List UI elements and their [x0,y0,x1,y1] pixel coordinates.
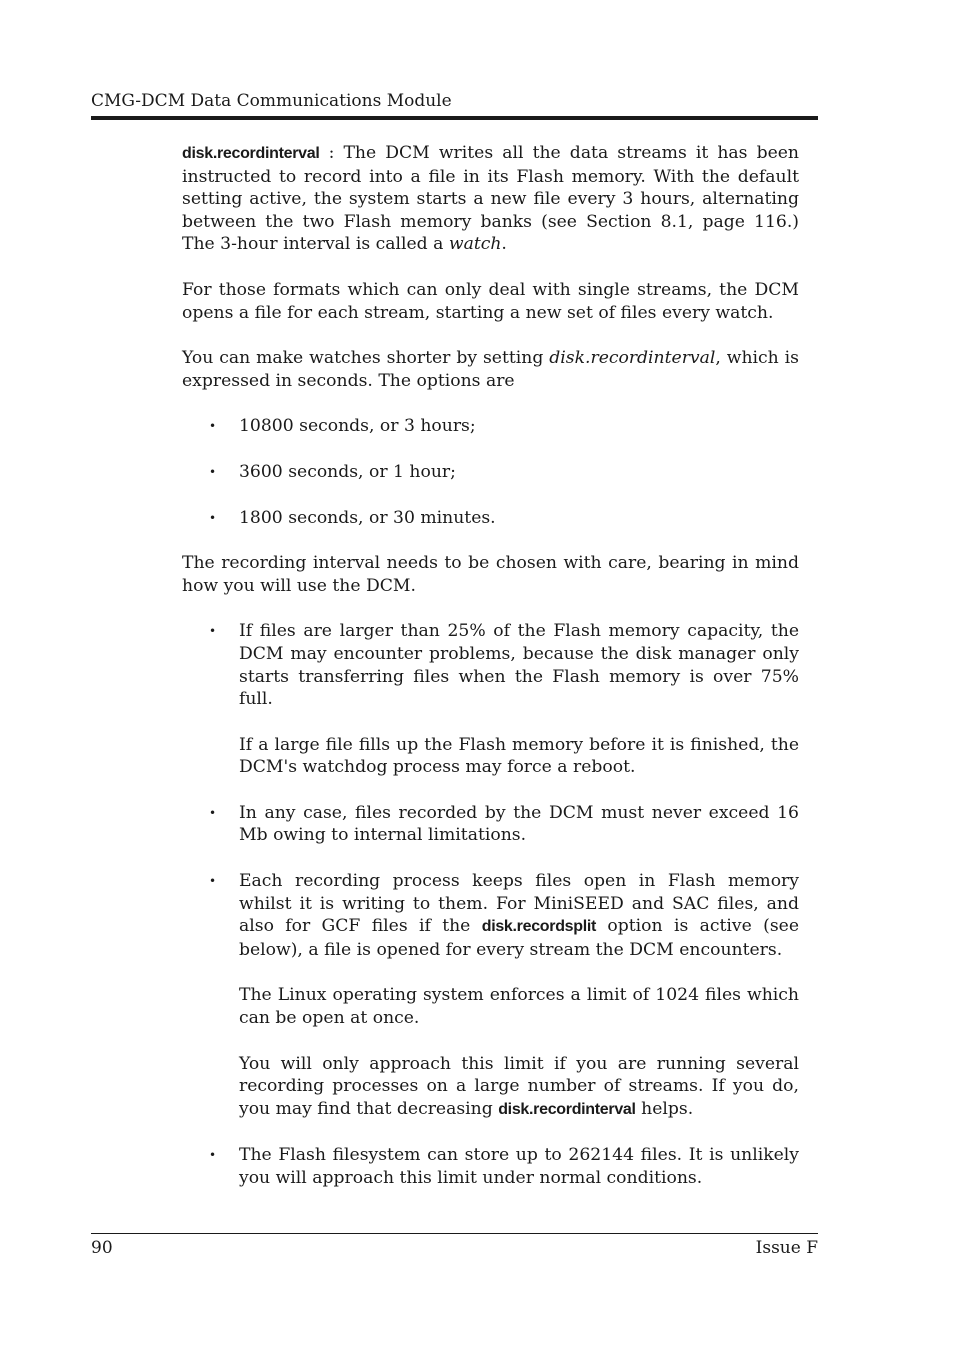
note-text-b: helps. [635,1098,694,1119]
notes-list [182,620,799,1189]
bullet: • [209,419,217,434]
intro-paragraph [182,142,799,256]
option-text: 3600 seconds, or 1 hour; [239,461,456,482]
intro-text-a: : The DCM writes all the data streams it has been instructed to record into a file in its Flash memory. With the default setting active, the system starts a new file every 3 hours, alternating between the two Flash memory banks (see Section 8.1, page 116.) The 3-hour interval is called a [182,143,799,255]
note-text-a: Each recording process keeps files open in Flash memory whilst it is writing to them. For MiniSEED and SAC files, and also for GCF files if the [239,871,799,937]
bullet: • [209,624,217,639]
note-text [239,870,799,961]
note-text: In any case, files recorded by the DCM must never exceed 16 Mb owing to internal limitations. [239,802,799,846]
note-text: If a large file fills up the Flash memory before it is finished, the DCM's watchdog process may force a reboot. [239,734,799,778]
note-text: If files are larger than 25% of the Flash memory capacity, the DCM may encounter problems, because the disk manager only starts transferring files when the Flash memory is over 75% full. [239,621,799,710]
bullet: • [209,805,217,820]
bullet: • [209,510,217,525]
term-disk-recordsplit: disk.recordsplit [481,918,597,936]
interval-options-list [182,415,799,529]
term-disk-recordinterval: disk.recordinterval [182,145,320,162]
intro-text-b: . [501,234,507,255]
list-item [182,620,799,779]
bullet: • [209,874,217,889]
note-text: The Flash filesystem can store up to 262144 files. It is unlikely you will approach this limit under normal conditions. [239,1145,799,1188]
shorter-watches-paragraph [182,347,799,392]
shorter-term: disk.recordinterval [549,348,716,369]
term-disk-recordinterval: disk.recordinterval [498,1100,636,1118]
page-body [182,142,799,1213]
shorter-text-b: , which is expressed in seconds. The options are [182,348,799,391]
option-text: 1800 seconds, or 30 minutes. [239,507,496,528]
care-paragraph: The recording interval needs to be chosen with care, bearing in mind how you will use the DCM. [182,553,799,596]
note-text: The Linux operating system enforces a limit of 1024 files which can be open at once. [239,985,799,1029]
formats-paragraph: For those formats which can only deal with single streams, the DCM opens a file for each stream, starting a new set of files every watch. [182,279,799,323]
shorter-text-a: You can make watches shorter by setting [182,348,550,369]
footer-rule [91,1233,818,1234]
issue-label: Issue F [755,1238,818,1258]
note-text [239,1053,799,1122]
watch-term: watch [448,234,502,255]
list-item [182,1144,799,1189]
option-text: 10800 seconds, or 3 hours; [239,416,476,437]
list-item [182,870,799,1121]
note-text-b: option is active (see below), a file is opened for every stream the DCM encounters. [239,916,799,960]
bullet: • [209,1148,217,1163]
note-text-a: You will only approach this limit if you are running several recording processes on a large number of streams. If you do, you may find that decreasing [239,1053,799,1119]
running-header: CMG-DCM Data Communications Module [91,91,452,111]
page-number: 90 [91,1238,113,1258]
list-item [182,802,799,847]
header-rule [91,116,818,120]
list-item [182,507,799,530]
bullet: • [209,464,217,479]
list-item [182,415,799,438]
list-item [182,461,799,484]
